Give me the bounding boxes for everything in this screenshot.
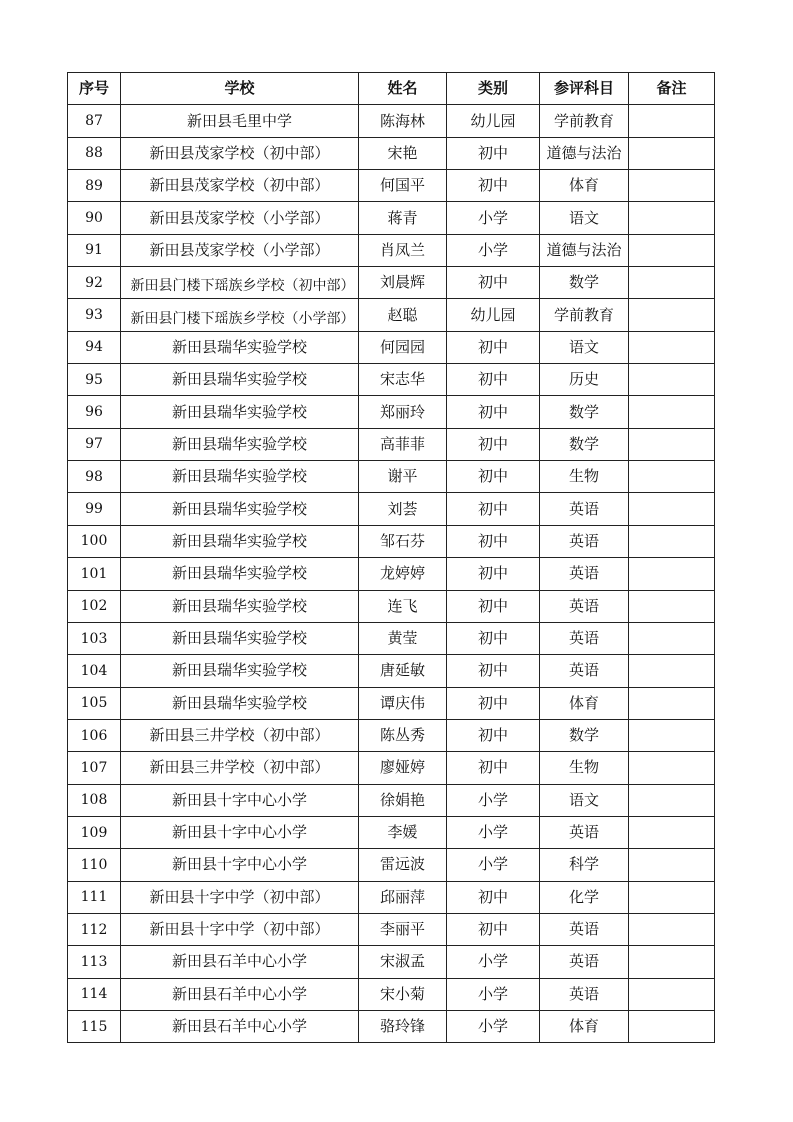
cell-school [121,428,359,460]
cell-school [121,622,359,654]
school-text: 新田县十字中心小学 [171,823,307,842]
cell-school [121,978,359,1010]
table-row [68,202,715,234]
cell-note [629,655,715,687]
cell-name: 刘荟 [359,493,447,525]
cell-subject: 生物 [540,752,629,784]
cell-subject: 道德与法治 [540,234,629,266]
header-row [68,73,715,105]
cell-school [121,396,359,428]
cell-school [121,1010,359,1042]
cell-type: 小学 [447,816,540,848]
cell-school [121,493,359,525]
cell-name: 邹石芬 [359,525,447,557]
table-row [68,234,715,266]
school-text: 新田县门楼下瑶族乡学校（小学部） [130,310,355,327]
cell-no: 102 [68,590,121,622]
school-text: 新田县瑞华实验学校 [171,629,307,648]
cell-note [629,1010,715,1042]
cell-type: 初中 [447,396,540,428]
school-text: 新田县三井学校（初中部） [149,726,330,745]
school-text: 新田县瑞华实验学校 [171,434,307,453]
cell-no: 104 [68,655,121,687]
cell-school [121,913,359,945]
school-text: 新田县瑞华实验学校 [171,693,307,712]
school-text: 新田县石羊中心小学 [171,952,307,971]
cell-type: 幼儿园 [447,105,540,137]
school-text: 新田县瑞华实验学校 [171,661,307,680]
cell-school [121,170,359,202]
cell-no: 107 [68,752,121,784]
cell-type: 小学 [447,978,540,1010]
cell-subject: 语文 [540,331,629,363]
cell-note [629,525,715,557]
table-row [68,137,715,169]
table-row [68,299,715,331]
cell-name: 宋淑孟 [359,946,447,978]
cell-no: 89 [68,170,121,202]
cell-note [629,719,715,751]
cell-no: 99 [68,493,121,525]
school-text: 新田县石羊中心小学 [171,984,307,1003]
table-row [68,849,715,881]
school-text: 新田县瑞华实验学校 [171,467,307,486]
school-text: 新田县门楼下瑶族乡学校（初中部） [130,278,355,295]
cell-subject: 英语 [540,590,629,622]
cell-no: 93 [68,299,121,331]
cell-subject: 数学 [540,719,629,751]
cell-name: 高菲菲 [359,428,447,460]
cell-no: 110 [68,849,121,881]
school-text: 新田县瑞华实验学校 [171,531,307,550]
cell-type: 初中 [447,331,540,363]
cell-subject: 体育 [540,1010,629,1042]
cell-note [629,493,715,525]
cell-no: 95 [68,364,121,396]
cell-note [629,105,715,137]
cell-no: 92 [68,267,121,299]
table-row [68,784,715,816]
table-row [68,655,715,687]
cell-no: 106 [68,719,121,751]
cell-name: 廖娅婷 [359,752,447,784]
cell-note [629,687,715,719]
cell-note [629,137,715,169]
cell-no: 97 [68,428,121,460]
cell-name: 李丽平 [359,913,447,945]
cell-type: 初中 [447,364,540,396]
cell-name: 何国平 [359,170,447,202]
cell-type: 初中 [447,752,540,784]
cell-note [629,299,715,331]
cell-school [121,202,359,234]
school-text: 新田县毛里中学 [186,111,292,130]
cell-no: 103 [68,622,121,654]
cell-school [121,461,359,493]
cell-no: 105 [68,687,121,719]
cell-school [121,655,359,687]
table-row [68,428,715,460]
cell-note [629,396,715,428]
cell-note [629,170,715,202]
cell-no: 94 [68,331,121,363]
cell-note [629,364,715,396]
cell-no: 90 [68,202,121,234]
cell-subject: 英语 [540,493,629,525]
cell-school [121,331,359,363]
cell-type: 初中 [447,137,540,169]
cell-name: 赵聪 [359,299,447,331]
cell-note [629,558,715,590]
cell-school [121,849,359,881]
cell-type: 小学 [447,849,540,881]
table-row [68,1010,715,1042]
cell-type: 初中 [447,461,540,493]
cell-note [629,881,715,913]
cell-name: 宋志华 [359,364,447,396]
cell-name: 邱丽萍 [359,881,447,913]
cell-no: 98 [68,461,121,493]
cell-type: 初中 [447,428,540,460]
cell-note [629,784,715,816]
cell-name: 连飞 [359,590,447,622]
cell-subject: 学前教育 [540,105,629,137]
cell-name: 宋小菊 [359,978,447,1010]
cell-name: 龙婷婷 [359,558,447,590]
cell-subject: 英语 [540,978,629,1010]
cell-note [629,946,715,978]
cell-name: 李媛 [359,816,447,848]
cell-subject: 数学 [540,428,629,460]
table-row [68,946,715,978]
cell-note [629,913,715,945]
cell-subject: 数学 [540,267,629,299]
cell-type: 小学 [447,202,540,234]
cell-type: 小学 [447,946,540,978]
cell-school [121,558,359,590]
table-row [68,364,715,396]
school-text: 新田县茂家学校（小学部） [149,240,330,259]
cell-subject: 科学 [540,849,629,881]
cell-no: 91 [68,234,121,266]
cell-subject: 体育 [540,170,629,202]
school-text: 新田县瑞华实验学校 [171,564,307,583]
table-row [68,816,715,848]
cell-subject: 学前教育 [540,299,629,331]
cell-type: 初中 [447,719,540,751]
cell-type: 小学 [447,784,540,816]
cell-name: 徐娟艳 [359,784,447,816]
school-text: 新田县瑞华实验学校 [171,370,307,389]
cell-type: 初中 [447,267,540,299]
cell-name: 谢平 [359,461,447,493]
cell-no: 100 [68,525,121,557]
school-text: 新田县瑞华实验学校 [171,402,307,421]
cell-type: 初中 [447,655,540,687]
cell-name: 骆玲锋 [359,1010,447,1042]
cell-school [121,234,359,266]
cell-type: 幼儿园 [447,299,540,331]
cell-type: 初中 [447,525,540,557]
cell-note [629,622,715,654]
cell-school [121,364,359,396]
table-row [68,461,715,493]
table-row [68,525,715,557]
table-row [68,687,715,719]
cell-school [121,590,359,622]
cell-subject: 语文 [540,202,629,234]
cell-subject: 英语 [540,946,629,978]
cell-note [629,234,715,266]
cell-no: 96 [68,396,121,428]
table-row [68,913,715,945]
table-row [68,170,715,202]
school-text: 新田县三井学校（初中部） [149,758,330,777]
cell-note [629,590,715,622]
cell-subject: 历史 [540,364,629,396]
cell-note [629,331,715,363]
cell-no: 101 [68,558,121,590]
cell-name: 唐延敏 [359,655,447,687]
cell-type: 初中 [447,622,540,654]
cell-school [121,105,359,137]
cell-name: 蒋青 [359,202,447,234]
header-subject: 参评科目 [540,73,629,105]
table-row [68,622,715,654]
header-name: 姓名 [359,73,447,105]
cell-school [121,946,359,978]
table-row [68,881,715,913]
school-text: 新田县瑞华实验学校 [171,337,307,356]
cell-school [121,525,359,557]
school-text: 新田县瑞华实验学校 [171,596,307,615]
cell-type: 初中 [447,170,540,202]
school-text: 新田县十字中心小学 [171,855,307,874]
cell-subject: 英语 [540,655,629,687]
cell-type: 小学 [447,234,540,266]
table-row [68,558,715,590]
school-text: 新田县十字中心小学 [171,790,307,809]
table-row [68,267,715,299]
cell-note [629,849,715,881]
cell-name: 宋艳 [359,137,447,169]
roster-table [67,72,715,1043]
cell-subject: 英语 [540,913,629,945]
cell-subject: 英语 [540,816,629,848]
cell-note [629,752,715,784]
cell-subject: 英语 [540,622,629,654]
cell-school [121,299,359,331]
school-text: 新田县石羊中心小学 [171,1017,307,1036]
cell-school [121,881,359,913]
cell-note [629,267,715,299]
table-row [68,978,715,1010]
cell-subject: 道德与法治 [540,137,629,169]
cell-no: 114 [68,978,121,1010]
cell-school [121,784,359,816]
cell-type: 初中 [447,913,540,945]
cell-subject: 英语 [540,525,629,557]
cell-no: 109 [68,816,121,848]
cell-no: 112 [68,913,121,945]
cell-no: 108 [68,784,121,816]
cell-school [121,752,359,784]
cell-subject: 体育 [540,687,629,719]
header-type: 类别 [447,73,540,105]
cell-subject: 生物 [540,461,629,493]
table-row [68,396,715,428]
cell-name: 郑丽玲 [359,396,447,428]
cell-no: 88 [68,137,121,169]
cell-name: 谭庆伟 [359,687,447,719]
cell-school [121,687,359,719]
cell-school [121,719,359,751]
header-school: 学校 [121,73,359,105]
cell-subject: 化学 [540,881,629,913]
school-text: 新田县茂家学校（初中部） [149,176,330,195]
school-text: 新田县十字中学（初中部） [149,920,330,939]
cell-name: 何园园 [359,331,447,363]
cell-subject: 数学 [540,396,629,428]
cell-subject: 语文 [540,784,629,816]
cell-school [121,137,359,169]
school-text: 新田县瑞华实验学校 [171,499,307,518]
cell-school [121,816,359,848]
cell-school [121,267,359,299]
table-row [68,752,715,784]
cell-note [629,461,715,493]
table-row [68,590,715,622]
cell-type: 初中 [447,881,540,913]
cell-note [629,202,715,234]
cell-no: 111 [68,881,121,913]
cell-no: 115 [68,1010,121,1042]
cell-name: 肖凤兰 [359,234,447,266]
table-row [68,719,715,751]
cell-note [629,816,715,848]
cell-subject: 英语 [540,558,629,590]
table-row [68,331,715,363]
cell-name: 雷远波 [359,849,447,881]
cell-no: 113 [68,946,121,978]
school-text: 新田县茂家学校（小学部） [149,208,330,227]
cell-type: 初中 [447,590,540,622]
table-row [68,105,715,137]
cell-type: 初中 [447,687,540,719]
cell-name: 黄莹 [359,622,447,654]
header-no: 序号 [68,73,121,105]
cell-name: 刘晨辉 [359,267,447,299]
cell-type: 小学 [447,1010,540,1042]
cell-type: 初中 [447,493,540,525]
table-row [68,493,715,525]
header-note: 备注 [629,73,715,105]
cell-type: 初中 [447,558,540,590]
cell-name: 陈丛秀 [359,719,447,751]
cell-no: 87 [68,105,121,137]
cell-note [629,428,715,460]
cell-name: 陈海林 [359,105,447,137]
school-text: 新田县茂家学校（初中部） [149,143,330,162]
cell-note [629,978,715,1010]
school-text: 新田县十字中学（初中部） [149,887,330,906]
